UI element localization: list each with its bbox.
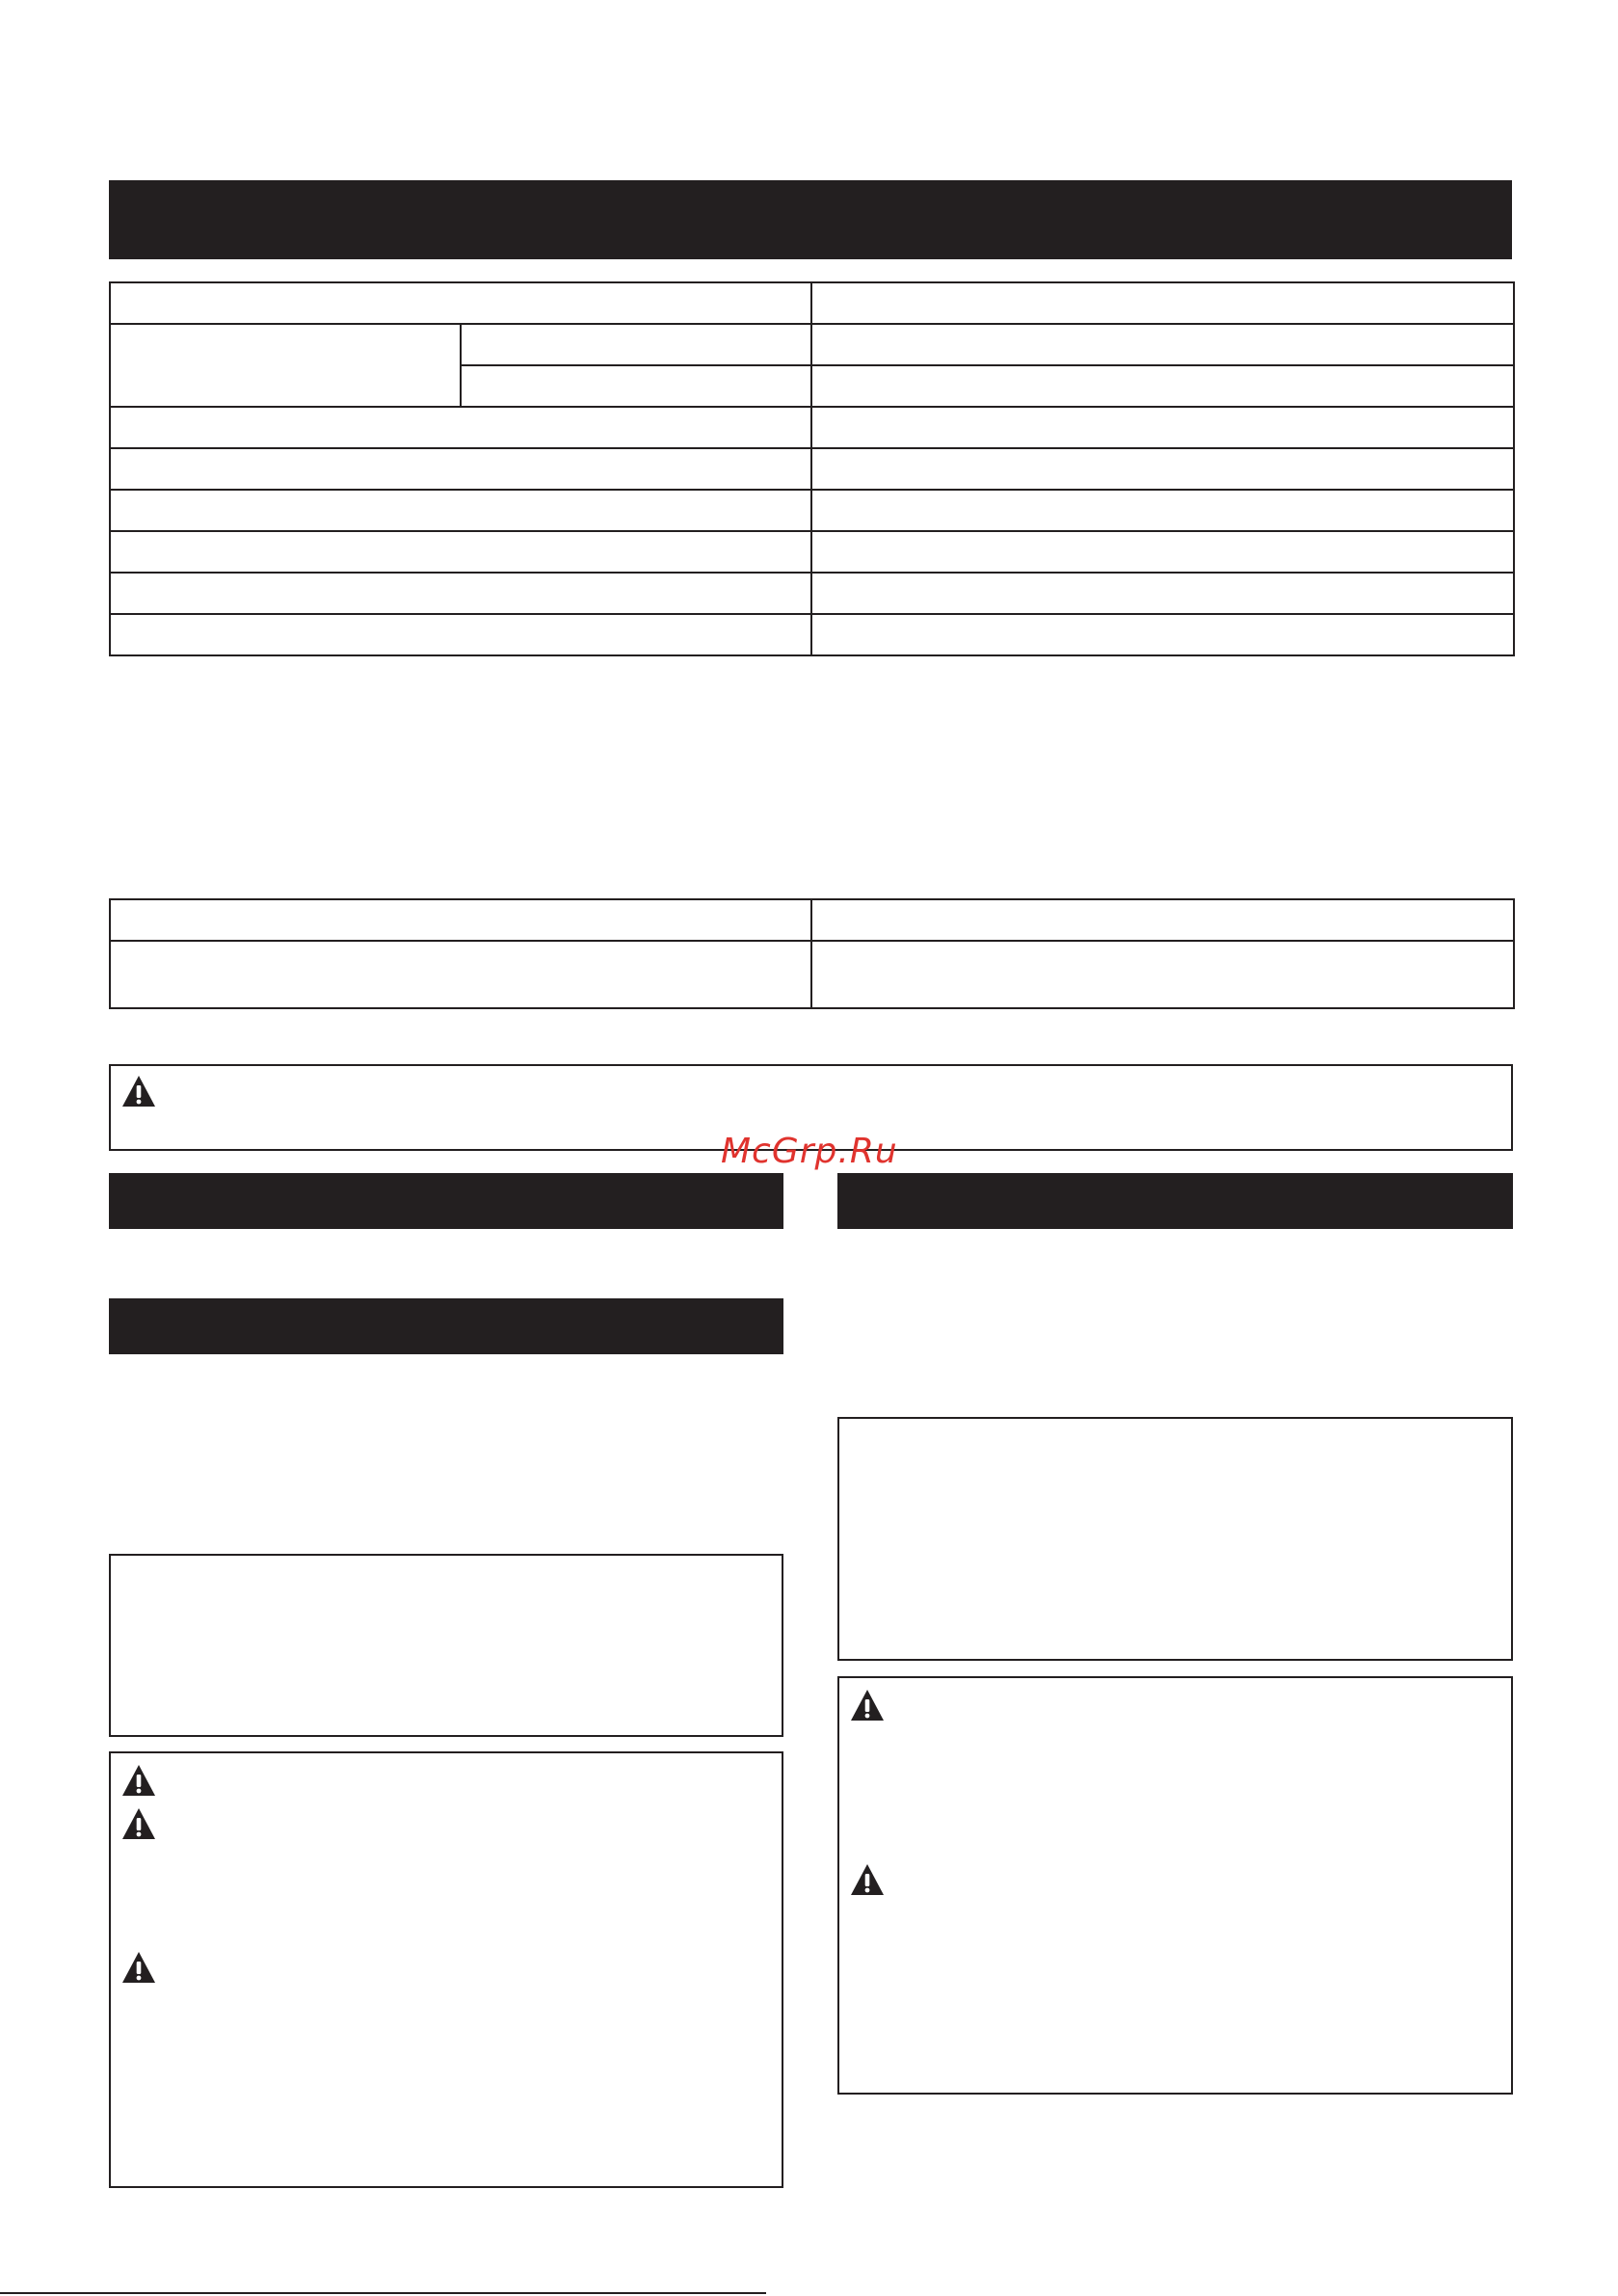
warning-icon xyxy=(121,1951,156,1984)
table-cell xyxy=(110,614,811,655)
table-cell xyxy=(110,324,461,407)
table-cell xyxy=(811,407,1514,448)
table-cell xyxy=(110,407,811,448)
table-row xyxy=(110,614,1514,655)
warning-icon xyxy=(121,1764,156,1797)
table-cell xyxy=(110,531,811,573)
table-cell xyxy=(811,614,1514,655)
table-cell xyxy=(811,899,1514,941)
table-cell xyxy=(110,899,811,941)
table-cell xyxy=(461,324,811,365)
table-row xyxy=(110,941,1514,1008)
table-cell xyxy=(110,282,811,324)
notice-box-left xyxy=(109,1554,783,1737)
table-cell xyxy=(811,365,1514,407)
warning-icon xyxy=(121,1807,156,1840)
specifications-table xyxy=(109,281,1515,656)
table-row xyxy=(110,324,1514,365)
title-band xyxy=(109,180,1512,259)
table-cell xyxy=(811,573,1514,614)
table-row xyxy=(110,531,1514,573)
watermark: McGrp.Ru xyxy=(721,1132,898,1171)
table-cell xyxy=(811,324,1514,365)
table-cell xyxy=(811,531,1514,573)
table-cell xyxy=(461,365,811,407)
notice-box-right xyxy=(837,1417,1513,1661)
table-cell xyxy=(110,941,811,1008)
table-cell xyxy=(811,282,1514,324)
table-row xyxy=(110,448,1514,490)
table-row xyxy=(110,490,1514,531)
section-bar-left-1 xyxy=(109,1173,783,1229)
table-row xyxy=(110,899,1514,941)
table-cell xyxy=(811,941,1514,1008)
warning-box-right xyxy=(837,1676,1513,2095)
warning-icon xyxy=(850,1689,885,1722)
table-cell xyxy=(811,490,1514,531)
table-row xyxy=(110,573,1514,614)
warning-box-left xyxy=(109,1751,783,2188)
table-cell xyxy=(110,573,811,614)
table-cell xyxy=(110,490,811,531)
secondary-table xyxy=(109,898,1515,1009)
section-bar-left-2 xyxy=(109,1298,783,1354)
table-row xyxy=(110,282,1514,324)
table-cell xyxy=(811,448,1514,490)
footer-rule xyxy=(0,2292,766,2294)
table-row xyxy=(110,407,1514,448)
warning-icon xyxy=(850,1863,885,1896)
section-bar-right-1 xyxy=(837,1173,1513,1229)
table-cell xyxy=(110,448,811,490)
warning-icon xyxy=(121,1075,156,1108)
